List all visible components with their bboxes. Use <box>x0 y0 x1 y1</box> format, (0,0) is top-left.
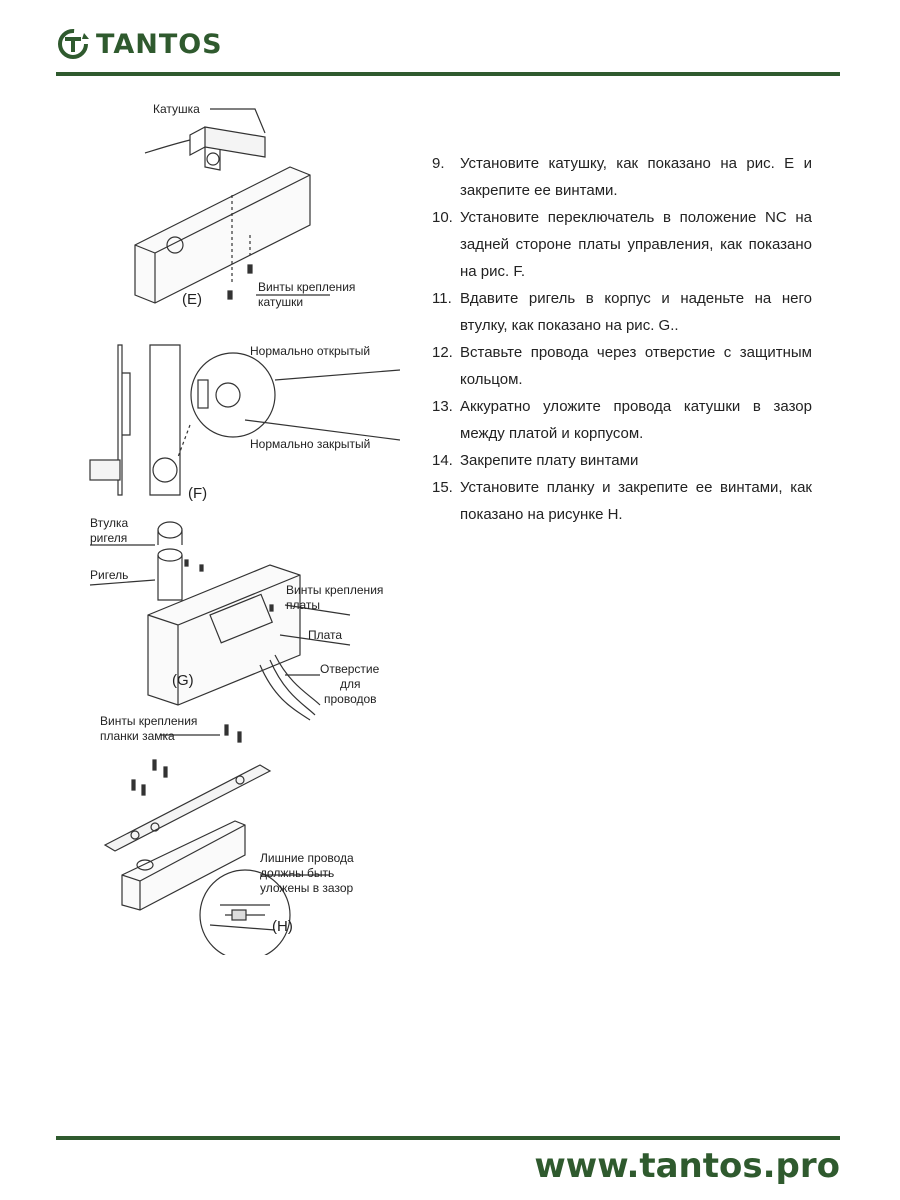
extra-wires-label-2: должны быть <box>260 866 335 880</box>
figure-f-drawing <box>90 345 400 495</box>
coil-label: Катушка <box>153 102 200 116</box>
figure-e-caption: (E) <box>182 291 202 308</box>
plate-screws-label-2: планки замка <box>100 729 175 743</box>
board-screws-label-1: Винты крепления <box>286 583 384 597</box>
plate-screws-label-1: Винты крепления <box>100 714 198 728</box>
wire-hole-label-3: проводов <box>324 692 377 706</box>
tantos-logo-icon <box>56 27 90 61</box>
figure-g-drawing <box>90 522 350 720</box>
step-item: 9. Установите катушку, как показано на рис. E и закрепите ее винтами. <box>432 155 812 199</box>
board-screws-label-2: платы <box>286 598 321 612</box>
assembly-drawing <box>60 95 400 955</box>
step-item: 10. Установите переключатель в положение NC на задней стороне платы управления, как показано на рис. F. <box>432 209 812 280</box>
brand-logo <box>56 26 223 62</box>
figure-e-drawing <box>135 109 330 303</box>
wire-hole-label-1: Отверстие <box>320 662 380 676</box>
figure-h-caption: (H) <box>272 918 293 935</box>
step-item: 13. Аккуратно уложите провода катушки в зазор между платой и корпусом. <box>432 398 812 442</box>
footer-website: www.tantos.pro <box>534 1146 840 1186</box>
assembly-illustrations <box>60 95 400 955</box>
brand-name: TANTOS <box>96 28 223 60</box>
board-label: Плата <box>308 628 343 642</box>
step-item: 15. Установите планку и закрепите ее винтами, как показано на рисунке H. <box>432 479 812 523</box>
figure-h-drawing <box>105 725 330 955</box>
step-item: 11. Вдавите ригель в корпус и наденьте на него втулку, как показано на рис. G.. <box>432 290 812 334</box>
bolt-sleeve-label-1: Втулка <box>90 516 129 530</box>
extra-wires-label-1: Лишние провода <box>260 851 354 865</box>
extra-wires-label-3: уложены в зазор <box>260 881 354 895</box>
normally-open-label: Нормально открытый <box>250 344 371 358</box>
coil-screws-label-2: катушки <box>258 295 304 309</box>
footer-rule <box>56 1136 840 1140</box>
header-rule <box>56 72 840 76</box>
wire-hole-label-2: для <box>340 677 361 691</box>
bolt-label: Ригель <box>90 568 129 582</box>
coil-screws-label-1: Винты крепления <box>258 280 356 294</box>
bolt-sleeve-label-2: ригеля <box>90 531 128 545</box>
step-item: 14. Закрепите плату винтами <box>432 452 639 469</box>
normally-closed-label: Нормально закрытый <box>250 437 371 451</box>
instruction-steps <box>432 150 812 528</box>
figure-g-caption: (G) <box>172 672 194 689</box>
step-item: 12. Вставьте провода через отверстие с защитным кольцом. <box>432 344 812 388</box>
figure-f-caption: (F) <box>188 485 208 502</box>
